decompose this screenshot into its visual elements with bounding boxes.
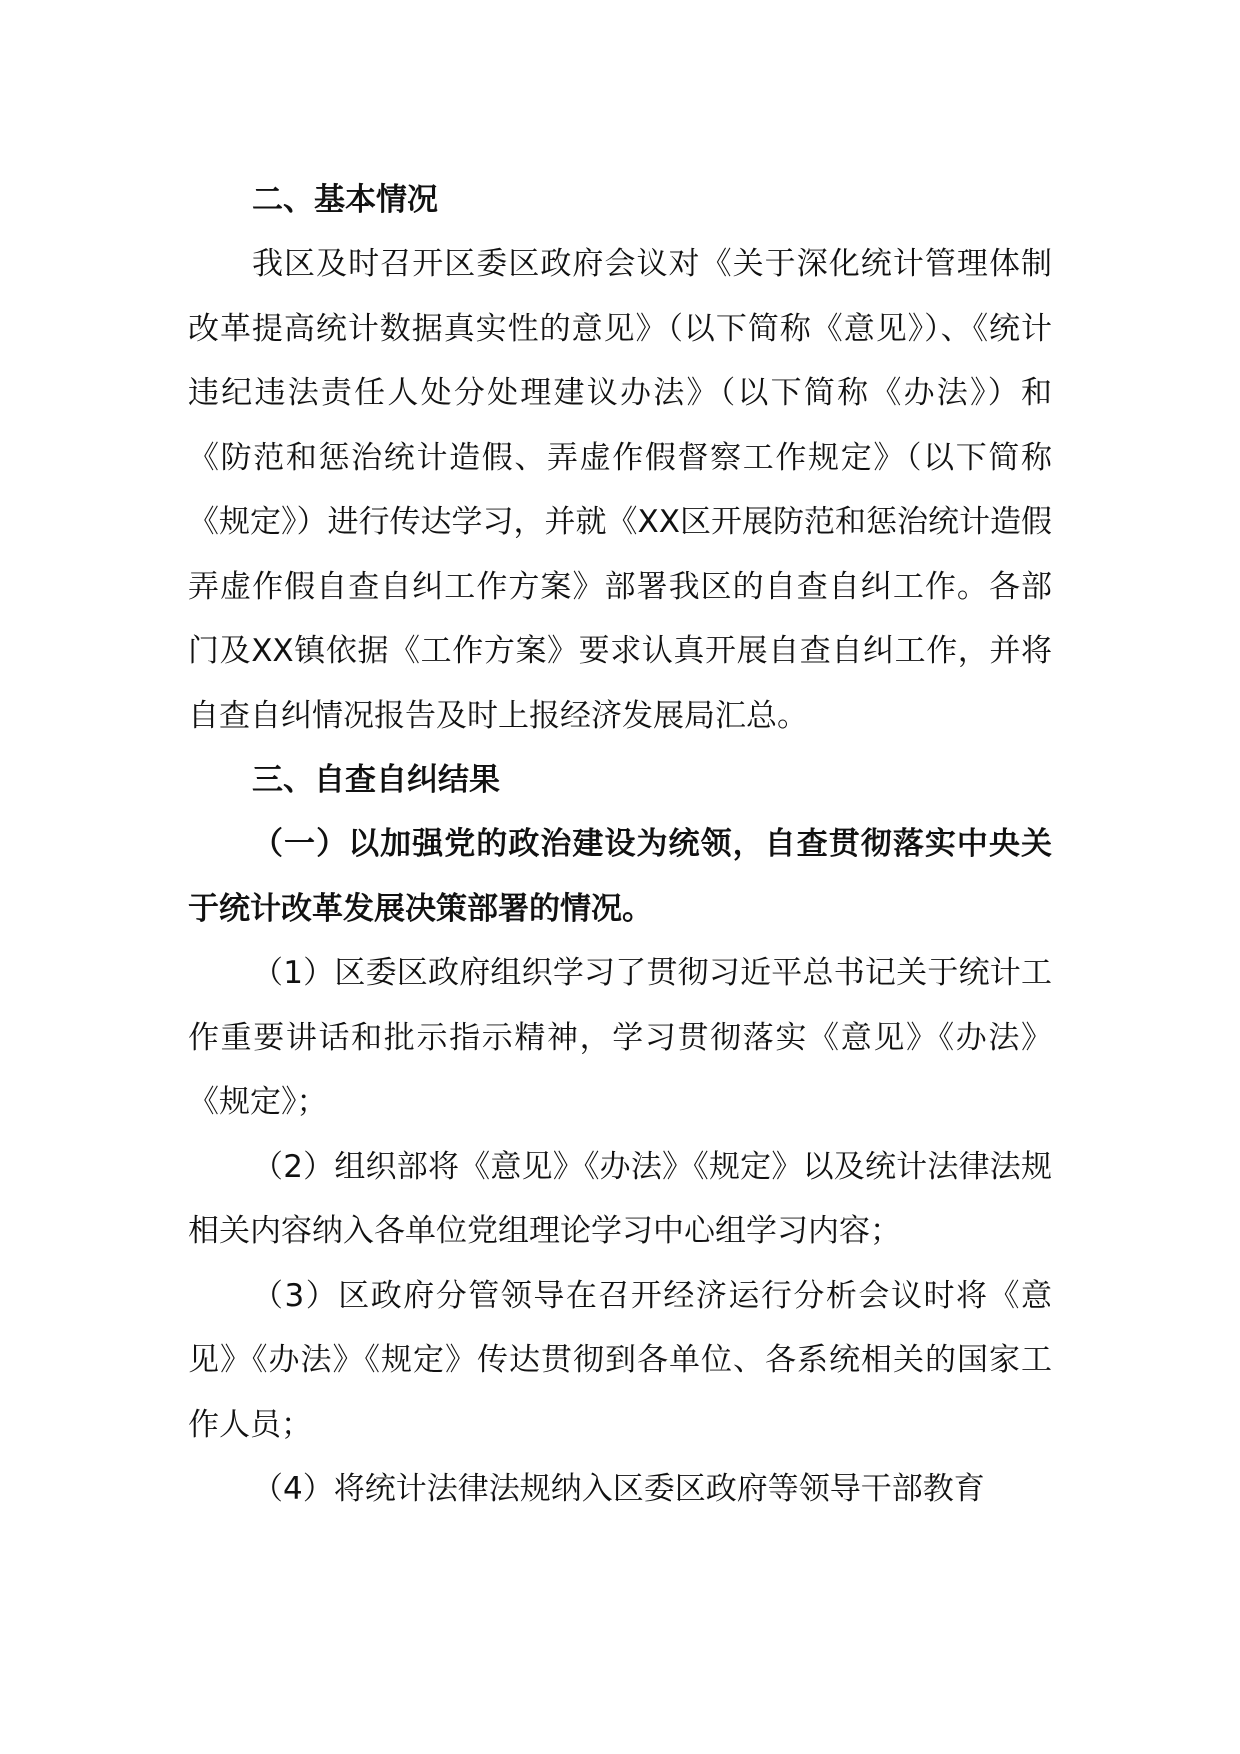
basic-situation-paragraph: 我区及时召开区委区政府会议对《关于深化统计管理体制改革提高统计数据真实性的意见》（以下简称《意见》）、《统计违纪违法责任人处分处理建议办法》（以下简称《办法》）和《防范和惩治统计造假、弄虚作假督察工作规定》（以下简称《规定》）进行传达学习，并就《XX区开展防范和惩治统计造假弄虚作假自查自纠工作方案》部署我区的自查自纠工作。各部门及XX镇依据《工作方案》要求认真开展自查自纠工作，并将自查自纠情况报告及时上报经济发展局汇总。 [188,246,1052,734]
list-item-3: （3）区政府分管领导在召开经济运行分析会议时将《意见》《办法》《规定》传达贯彻到各单位、各系统相关的国家工作人员； [188,1277,1052,1443]
section-heading-self-check-results: 三、自查自纠结果 [252,762,500,798]
subsection-heading-party-building: （一）以加强党的政治建设为统领，自查贯彻落实中央关于统计改革发展决策部署的情况。 [188,826,1052,927]
list-item-1: （1）区委区政府组织学习了贯彻习近平总书记关于统计工作重要讲话和批示指示精神，学习贯彻落实《意见》《办法》《规定》； [188,955,1052,1120]
list-item-4: （4）将统计法律法规纳入区委区政府等领导干部教育 [252,1471,985,1507]
list-item-2: （2）组织部将《意见》《办法》《规定》以及统计法律法规相关内容纳入各单位党组理论学习中心组学习内容； [188,1148,1052,1249]
document-page [188,168,1052,1522]
section-heading-basic-situation: 二、基本情况 [252,182,438,218]
